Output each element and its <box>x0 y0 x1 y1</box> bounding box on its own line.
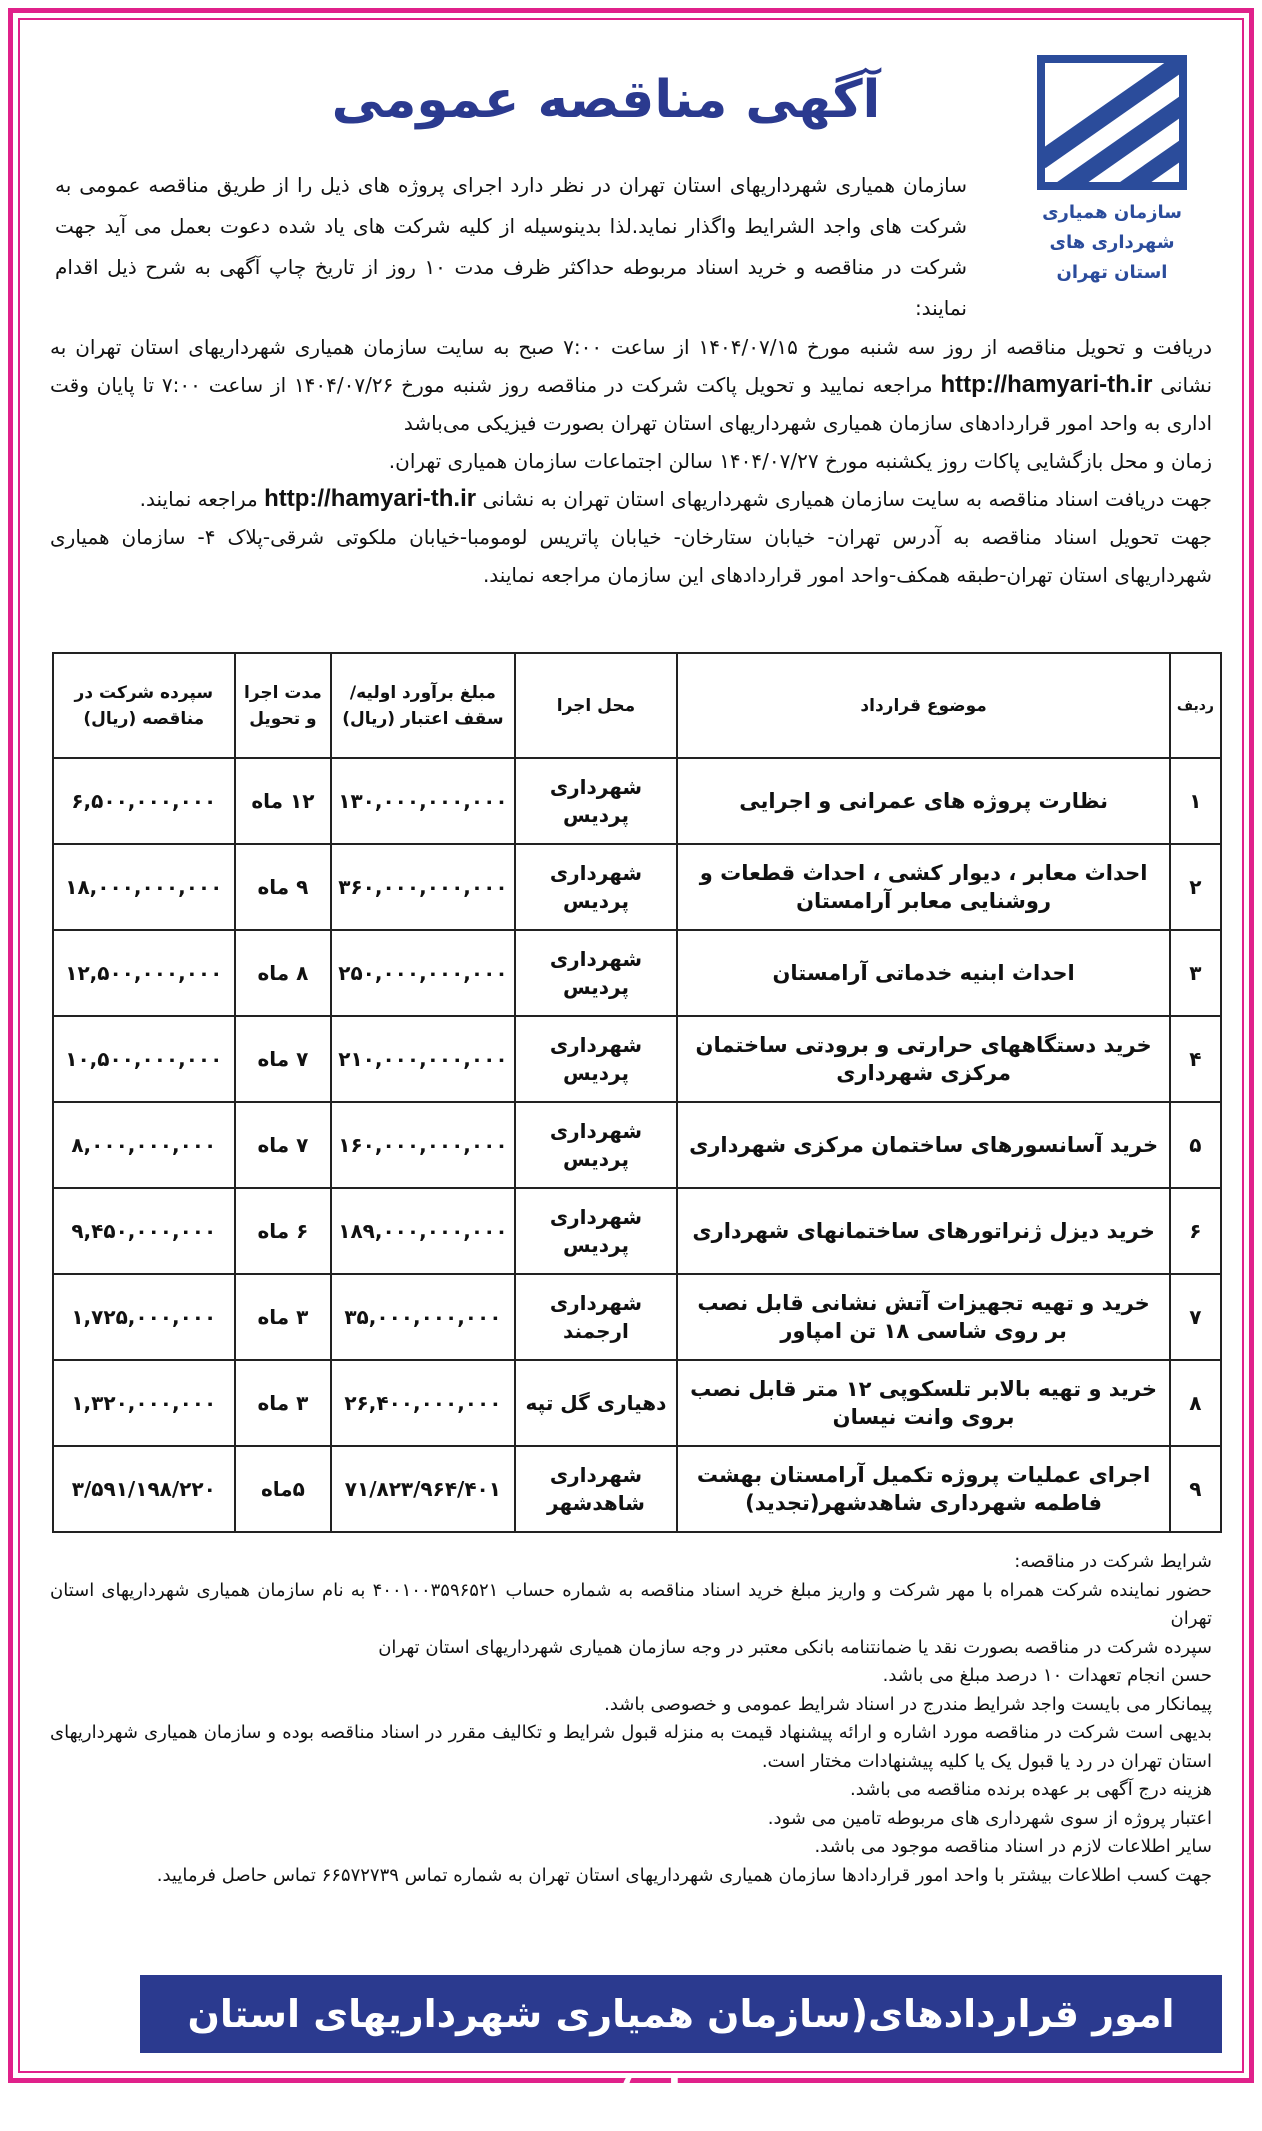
website-link[interactable]: http://hamyari-th.ir <box>264 485 477 512</box>
cell-subject: خرید دستگاههای حرارتی و برودتی ساختمان مرکزی شهرداری <box>677 1016 1169 1102</box>
cell-estimate: ۳۵,۰۰۰,۰۰۰,۰۰۰ <box>331 1274 514 1360</box>
cell-row-number: ۷ <box>1170 1274 1221 1360</box>
paragraph-dates <box>50 328 1212 442</box>
cell-location: شهرداری پردیس <box>515 758 678 844</box>
condition-item: هزینه درج آگهی بر عهده برنده مناقصه می باشد. <box>850 1779 1212 1800</box>
cell-duration: ۶ ماه <box>235 1188 332 1274</box>
condition-item: جهت کسب اطلاعات بیشتر با واحد امور قراردادها سازمان همیاری شهرداریهای استان تهران به شماره تماس ۶۶۵۷۲۷۳۹ تماس حاصل فرمایید. <box>156 1864 1212 1886</box>
cell-estimate: ۱۶۰,۰۰۰,۰۰۰,۰۰۰ <box>331 1102 514 1188</box>
cell-location: شهرداری پردیس <box>515 1016 678 1102</box>
cell-deposit: ۱۰,۵۰۰,۰۰۰,۰۰۰ <box>53 1016 235 1102</box>
table-row <box>53 1274 1221 1360</box>
cell-duration: ۸ ماه <box>235 930 332 1016</box>
condition-item: پیمانکار می بایست واجد شرایط مندرج در اسناد شرایط عمومی و خصوصی باشد. <box>604 1693 1212 1715</box>
cell-row-number: ۶ <box>1170 1188 1221 1274</box>
cell-deposit: ۳/۵۹۱/۱۹۸/۲۲۰ <box>53 1446 235 1532</box>
cell-location: شهرداری پردیس <box>515 930 678 1016</box>
cell-row-number: ۱ <box>1170 758 1221 844</box>
logo-line-2: استان تهران <box>1056 262 1168 283</box>
table-row <box>53 844 1221 930</box>
cell-location: شهرداری پردیس <box>515 1188 678 1274</box>
text: جهت دریافت اسناد مناقصه به سایت سازمان همیاری شهرداریهای استان تهران به نشانی <box>482 487 1212 511</box>
paragraph-address: جهت تحویل اسناد مناقصه به آدرس تهران- خیابان ستارخان- خیابان پاتریس لومومبا-خیابان ملکوتی شرقی-پلاک ۴- سازمان همیاری شهرداریهای استان تهران-طبقه همکف-واحد امور قراردادهای این سازمان مراجعه نمایند. <box>50 525 1212 587</box>
cell-row-number: ۵ <box>1170 1102 1221 1188</box>
cell-duration: ۱۲ ماه <box>235 758 332 844</box>
condition-item: سایر اطلاعات لازم در اسناد مناقصه موجود می باشد. <box>814 1836 1212 1857</box>
cell-estimate: ۱۳۰,۰۰۰,۰۰۰,۰۰۰ <box>331 758 514 844</box>
cell-subject: اجرای عملیات پروژه تکمیل آرامستان بهشت فاطمه شهرداری شاهدشهر(تجدید) <box>677 1446 1169 1532</box>
cell-duration: ۹ ماه <box>235 844 332 930</box>
cell-deposit: ۸,۰۰۰,۰۰۰,۰۰۰ <box>53 1102 235 1188</box>
table-row <box>53 1360 1221 1446</box>
header-subject: موضوع قرارداد <box>677 653 1169 758</box>
cell-deposit: ۱۲,۵۰۰,۰۰۰,۰۰۰ <box>53 930 235 1016</box>
cell-estimate: ۲۱۰,۰۰۰,۰۰۰,۰۰۰ <box>331 1016 514 1102</box>
condition-item: حسن انجام تعهدات ۱۰ درصد مبلغ می باشد. <box>882 1665 1212 1686</box>
cell-location: شهرداری شاهدشهر <box>515 1446 678 1532</box>
cell-subject: خرید و تهیه بالابر تلسکوپی ۱۲ متر قابل نصب بروی وانت نیسان <box>677 1360 1169 1446</box>
conditions-heading: شرایط شرکت در مناقصه: <box>1014 1551 1212 1572</box>
body-text <box>50 328 1212 594</box>
text: مراجعه نمایید و تحویل پاکت شرکت در مناقصه روز شنبه مورخ ۱۴۰۴/۰۷/۲۶ از ساعت ۷:۰۰ تا پایان وقت اداری به واحد امور قراردادهای سازمان همیاری شهرداریهای استان تهران بصورت فیزیکی می‌باشد <box>50 373 1212 435</box>
table-row <box>53 1102 1221 1188</box>
tender-table <box>52 652 1222 1533</box>
cell-deposit: ۱۸,۰۰۰,۰۰۰,۰۰۰ <box>53 844 235 930</box>
cell-subject: نظارت پروژه های عمرانی و اجرایی <box>677 758 1169 844</box>
cell-row-number: ۹ <box>1170 1446 1221 1532</box>
cell-subject: احداث ابنیه خدماتی آرامستان <box>677 930 1169 1016</box>
cell-subject: خرید و تهیه تجهیزات آتش نشانی قابل نصب بر روی شاسی ۱۸ تن امپاور <box>677 1274 1169 1360</box>
logo-line-1: سازمان همیاری شهرداری های <box>1042 202 1182 253</box>
cell-subject: خرید دیزل ژنراتورهای ساختمانهای شهرداری <box>677 1188 1169 1274</box>
table-row <box>53 1188 1221 1274</box>
footer-banner: امور قراردادهای(سازمان همیاری شهرداریهای استان تهران) <box>140 1975 1222 2053</box>
table-row <box>53 758 1221 844</box>
cell-location: شهرداری پردیس <box>515 1102 678 1188</box>
cell-location: دهیاری گل تپه <box>515 1360 678 1446</box>
organization-logo <box>1017 55 1207 288</box>
logo-name <box>1017 198 1207 288</box>
header-estimate: مبلغ برآورد اولیه/ سقف اعتبار (ریال) <box>331 653 514 758</box>
cell-location: شهرداری پردیس <box>515 844 678 930</box>
paragraph-opening: زمان و محل بازگشایی پاکات روز یکشنبه مورخ ۱۴۰۴/۰۷/۲۷ سالن اجتماعات سازمان همیاری تهران. <box>388 449 1212 473</box>
cell-duration: ۳ ماه <box>235 1360 332 1446</box>
cell-deposit: ۹,۴۵۰,۰۰۰,۰۰۰ <box>53 1188 235 1274</box>
condition-item: اعتبار پروژه از سوی شهرداری های مربوطه تامین می شود. <box>767 1807 1212 1829</box>
cell-deposit: ۱,۳۲۰,۰۰۰,۰۰۰ <box>53 1360 235 1446</box>
text: دریافت و تحویل مناقصه از روز سه شنبه مورخ ۱۴۰۴/۰۷/۱۵ از ساعت ۷:۰۰ صبح به سایت سازمان همیاری شهرداریهای استان تهران به نشانی <box>50 335 1213 397</box>
cell-estimate: ۲۵۰,۰۰۰,۰۰۰,۰۰۰ <box>331 930 514 1016</box>
header-row-number: ردیف <box>1170 653 1221 758</box>
cell-duration: ۷ ماه <box>235 1102 332 1188</box>
cell-location: شهرداری ارجمند <box>515 1274 678 1360</box>
page-title: آگهی مناقصه عمومی <box>331 70 881 130</box>
table-header-row <box>53 653 1221 758</box>
cell-subject: خرید آسانسورهای ساختمان مرکزی شهرداری <box>677 1102 1169 1188</box>
website-link[interactable]: http://hamyari-th.ir <box>940 371 1153 398</box>
cell-row-number: ۴ <box>1170 1016 1221 1102</box>
cell-subject: احداث معابر ، دیوار کشی ، احداث قطعات و روشنایی معابر آرامستان <box>677 844 1169 930</box>
conditions-list <box>50 1548 1212 1890</box>
cell-deposit: ۶,۵۰۰,۰۰۰,۰۰۰ <box>53 758 235 844</box>
intro-paragraph: سازمان همیاری شهرداریهای استان تهران در نظر دارد اجرای پروژه های ذیل را از طریق مناقصه عمومی به شرکت های واجد الشرایط واگذار نماید.لذا بدینوسیله از کلیه شرکت های یاد شده دعوت بعمل می آید جهت شرکت در مناقصه و خرید اسناد مربوطه حداکثر ظرف مدت ۱۰ روز از تاریخ چاپ آگهی به شرح ذیل اقدام نمایند: <box>55 173 967 320</box>
table-row <box>53 1016 1221 1102</box>
paragraph-documents <box>50 480 1212 518</box>
condition-item: حضور نماینده شرکت همراه با مهر شرکت و واریز مبلغ خرید اسناد مناقصه به شماره حساب ۴۰۰۱۰۰۳۵۹۶۵۲۱ به نام سازمان همیاری شهرداریهای استان تهران <box>50 1579 1212 1629</box>
header-location: محل اجرا <box>515 653 678 758</box>
cell-estimate: ۳۶۰,۰۰۰,۰۰۰,۰۰۰ <box>331 844 514 930</box>
cell-duration: ۷ ماه <box>235 1016 332 1102</box>
cell-estimate: ۲۶,۴۰۰,۰۰۰,۰۰۰ <box>331 1360 514 1446</box>
logo-icon <box>1037 55 1187 190</box>
condition-item: بدیهی است شرکت در مناقصه مورد اشاره و ارائه پیشنهاد قیمت به منزله قبول شرایط و تکالیف مقرر در اسناد مناقصه بوده و سازمان همیاری شهرداریهای استان تهران در رد یا قبول یک یا کلیه پیشنهادات مختار است. <box>50 1722 1212 1772</box>
cell-row-number: ۲ <box>1170 844 1221 930</box>
condition-item: سپرده شرکت در مناقصه بصورت نقد یا ضمانتنامه بانکی معتبر در وجه سازمان همیاری شهرداریهای استان تهران <box>378 1636 1212 1658</box>
header-duration: مدت اجرا و تحویل <box>235 653 332 758</box>
header-deposit: سپرده شرکت در مناقصه (ریال) <box>53 653 235 758</box>
cell-duration: ۵ماه <box>235 1446 332 1532</box>
table-row <box>53 1446 1221 1532</box>
text: مراجعه نمایند. <box>139 487 258 511</box>
cell-row-number: ۳ <box>1170 930 1221 1016</box>
cell-deposit: ۱,۷۲۵,۰۰۰,۰۰۰ <box>53 1274 235 1360</box>
table-row <box>53 930 1221 1016</box>
cell-duration: ۳ ماه <box>235 1274 332 1360</box>
cell-row-number: ۸ <box>1170 1360 1221 1446</box>
cell-estimate: ۷۱/۸۲۳/۹۶۴/۴۰۱ <box>331 1446 514 1532</box>
cell-estimate: ۱۸۹,۰۰۰,۰۰۰,۰۰۰ <box>331 1188 514 1274</box>
